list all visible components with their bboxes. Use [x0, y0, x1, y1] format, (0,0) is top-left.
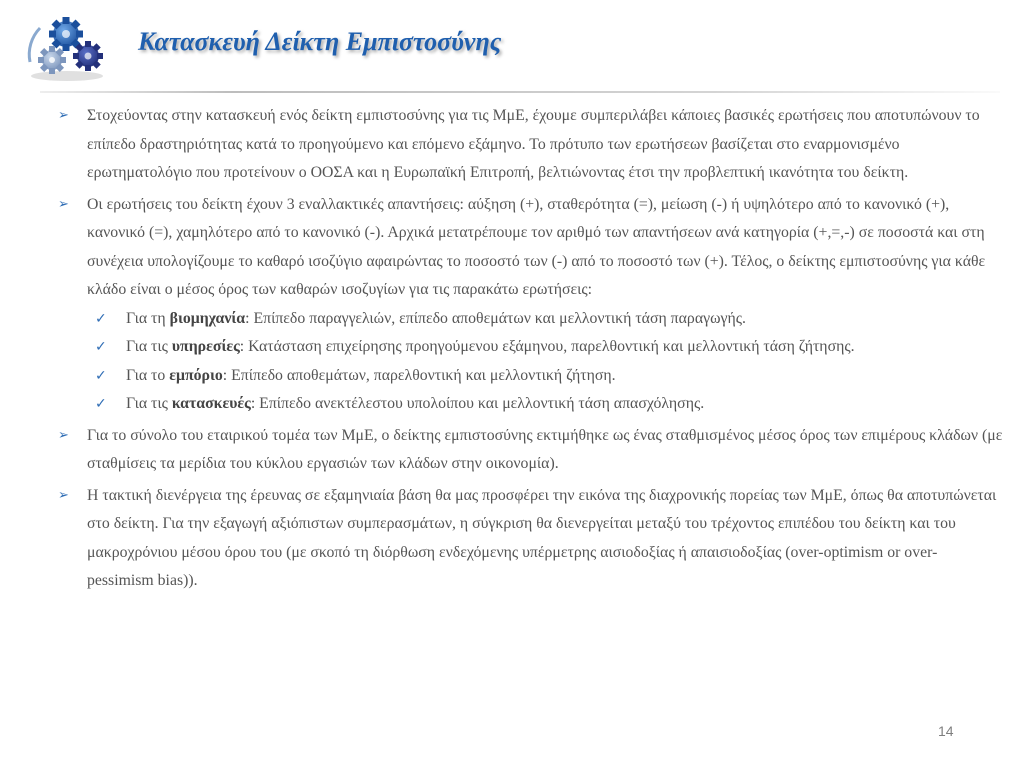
- bullet-item: [58, 482, 1003, 596]
- sub-rest: : Κατάσταση επιχείρησης προηγούμενου εξάμηνου, παρελθοντική και μελλοντική τάση ζήτησης.: [239, 338, 855, 355]
- bullet-text: Στοχεύοντας στην κατασκευή ενός δείκτη εμπιστοσύνης για τις ΜμΕ, έχουμε συμπεριλάβει κάποιες βασικές ερωτήσεις που αποτυπώνουν το επίπεδο δραστηριότητας κατά το προηγούμενο και επόμενο εξάμηνο. Το πρότυπο των ερωτήσεων βασίζεται στο εναρμονισμένο ερωτηματολόγιο που προτείνουν ο ΟΟΣΑ και η Ευρωπαϊκή Επιτροπή, βελτιώνοντας έτσι την προβλεπτική ικανότητα του δείκτη.: [87, 107, 980, 181]
- checkmark-icon: ✓: [95, 367, 107, 384]
- checkmark-icon: ✓: [95, 339, 107, 355]
- bullet-item: [58, 191, 1003, 305]
- bullet-item: [58, 422, 1003, 479]
- bullet-text: Οι ερωτήσεις του δείκτη έχουν 3 εναλλακτικές απαντήσεις: αύξηση (+), σταθερότητα (=), μείωση (-) ή υψηλότερο από το κανονικό (+), κανονικό (=), χαμηλότερο από το κανονικό (-). Αρχικά μετατρέπουμε τον αριθμό των απαντήσεων ανά κατηγορία (+,=,-) σε ποσοστά και στη συνέχεια υπολογίζουμε το καθαρό ισοζύγιο αφαιρώντας το ποσοστό των (-) από το ποσοστό των (+). Τέλος, ο δείκτης εμπιστοσύνης για κάθε κλάδο είναι ο μέσος όρος των καθαρών ισοζυγίων για τις παρακάτω ερωτήσεις:: [87, 195, 986, 298]
- sub-bullet-item: [58, 362, 1003, 391]
- sector-name: βιομηχανία: [169, 309, 246, 327]
- bullet-item: [58, 102, 1003, 188]
- bullet-text: Η τακτική διενέργεια της έρευνας σε εξαμηνιαία βάση θα μας προσφέρει την εικόνα της διαχρονικής πορείας των ΜμΕ, όπως θα αποτυπώνεται στο δείκτη. Για την εξαγωγή αξιόπιστων συμπερασμάτων, η σύγκριση θα διενεργείται μεταξύ του τρέχοντος επιπέδου του δείκτη και του μακροχρόνιου μέσου όρου του (με σκοπό τη διόρθωση ενδεχόμενης υπέρμετρης αισιοδοξίας ή απαισιοδοξίας (over-optimism or over-pessimism bias)).: [87, 486, 997, 589]
- sub-rest: : Επίπεδο ανεκτέλεστου υπολοίπου και μελλοντική τάση απασχόλησης.: [250, 395, 705, 412]
- sector-name: υπηρεσίες: [171, 338, 240, 355]
- sub-rest: : Επίπεδο παραγγελιών, επίπεδο αποθεμάτων και μελλοντική τάση παραγωγής.: [245, 309, 746, 327]
- arrow-bullet-icon: ➢: [58, 487, 69, 503]
- slide-content: [58, 102, 1003, 596]
- arrow-bullet-icon: ➢: [58, 196, 69, 212]
- gears-logo-icon: [22, 10, 112, 85]
- title-divider: [40, 91, 1000, 93]
- slide-title: Κατασκευή Δείκτη Εμπιστοσύνης: [138, 27, 502, 56]
- arrow-bullet-icon: ➢: [58, 108, 69, 123]
- checkmark-icon: ✓: [95, 310, 107, 327]
- sub-rest: : Επίπεδο αποθεμάτων, παρελθοντική και μελλοντική ζήτηση.: [222, 366, 616, 384]
- sub-prefix: Για τις: [126, 338, 172, 355]
- sub-prefix: Για τις: [126, 395, 172, 412]
- bullet-text: Για το σύνολο του εταιρικού τομέα των ΜμΕ, ο δείκτης εμπιστοσύνης εκτιμήθηκε ως ένας σταθμισμένος μέσος όρος των επιμέρους κλάδων (με σταθμίσεις τα μερίδια του κύκλου εργασιών των κλάδων στην οικονομία).: [87, 426, 1003, 472]
- sub-prefix: Για τη: [126, 309, 170, 327]
- sub-prefix: Για το: [126, 366, 170, 384]
- page-number: 14: [938, 723, 954, 739]
- checkmark-icon: ✓: [95, 396, 107, 412]
- sub-bullet-item: [58, 333, 1003, 362]
- arrow-bullet-icon: ➢: [58, 427, 69, 443]
- sector-name: κατασκευές: [171, 395, 251, 412]
- sector-name: εμπόριο: [169, 366, 223, 384]
- sub-bullet-item: [58, 305, 1003, 334]
- sub-bullet-item: [58, 390, 1003, 419]
